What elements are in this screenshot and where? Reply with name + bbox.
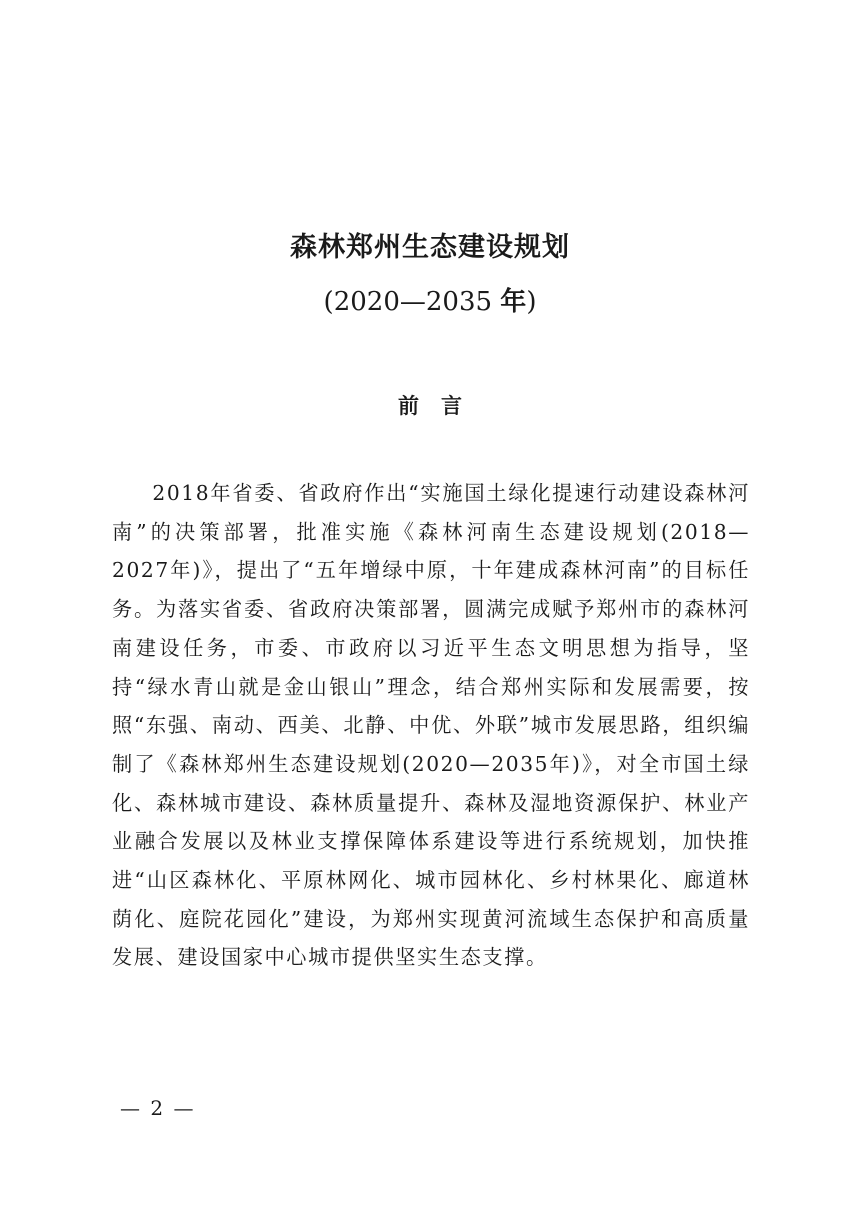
document-title: 森林郑州生态建设规划 [290,232,570,263]
preface-paragraph: 2018年省委、省政府作出“实施国土绿化提速行动建设森林河南”的决策部署，批准实施《森林河南生态建设规划(2018—2027年)》，提出了“五年增绿中原，十年建成森林河南”的目标任务。为落实省委、省政府决策部署，圆满完成赋予郑州市的森林河南建设任务，市委、市政府以习近平生态文明思想为指导，坚持“绿水青山就是金山银山”理念，结合郑州实际和发展需要，按照“东强、南动、西美、北静、中优、外联”城市发展思路，组织编制了《森林郑州生态建设规划(2020—2035年)》，对全市国土绿化、森林城市建设、森林质量提升、森林及湿地资源保护、林业产业融合发展以及林业支撑保障体系建设等进行系统规划，加快推进“山区森林化、平原林网化、城市园林化、乡村林果化、廊道林荫化、庭院花园化”建设，为郑州实现黄河流域生态保护和高质量发展、建设国家中心城市提供坚实生态支撑。 [112,481,750,970]
document-subtitle [0,282,860,322]
subtitle-year-char: 年 [500,287,527,317]
subtitle-open-paren: ( [323,287,334,317]
page-number: — 2 — [120,1096,196,1120]
subtitle-close-paren: ) [526,287,537,317]
subtitle-year-range: 2020—2035 [333,287,493,317]
section-heading-preface: 前言 [398,393,484,418]
